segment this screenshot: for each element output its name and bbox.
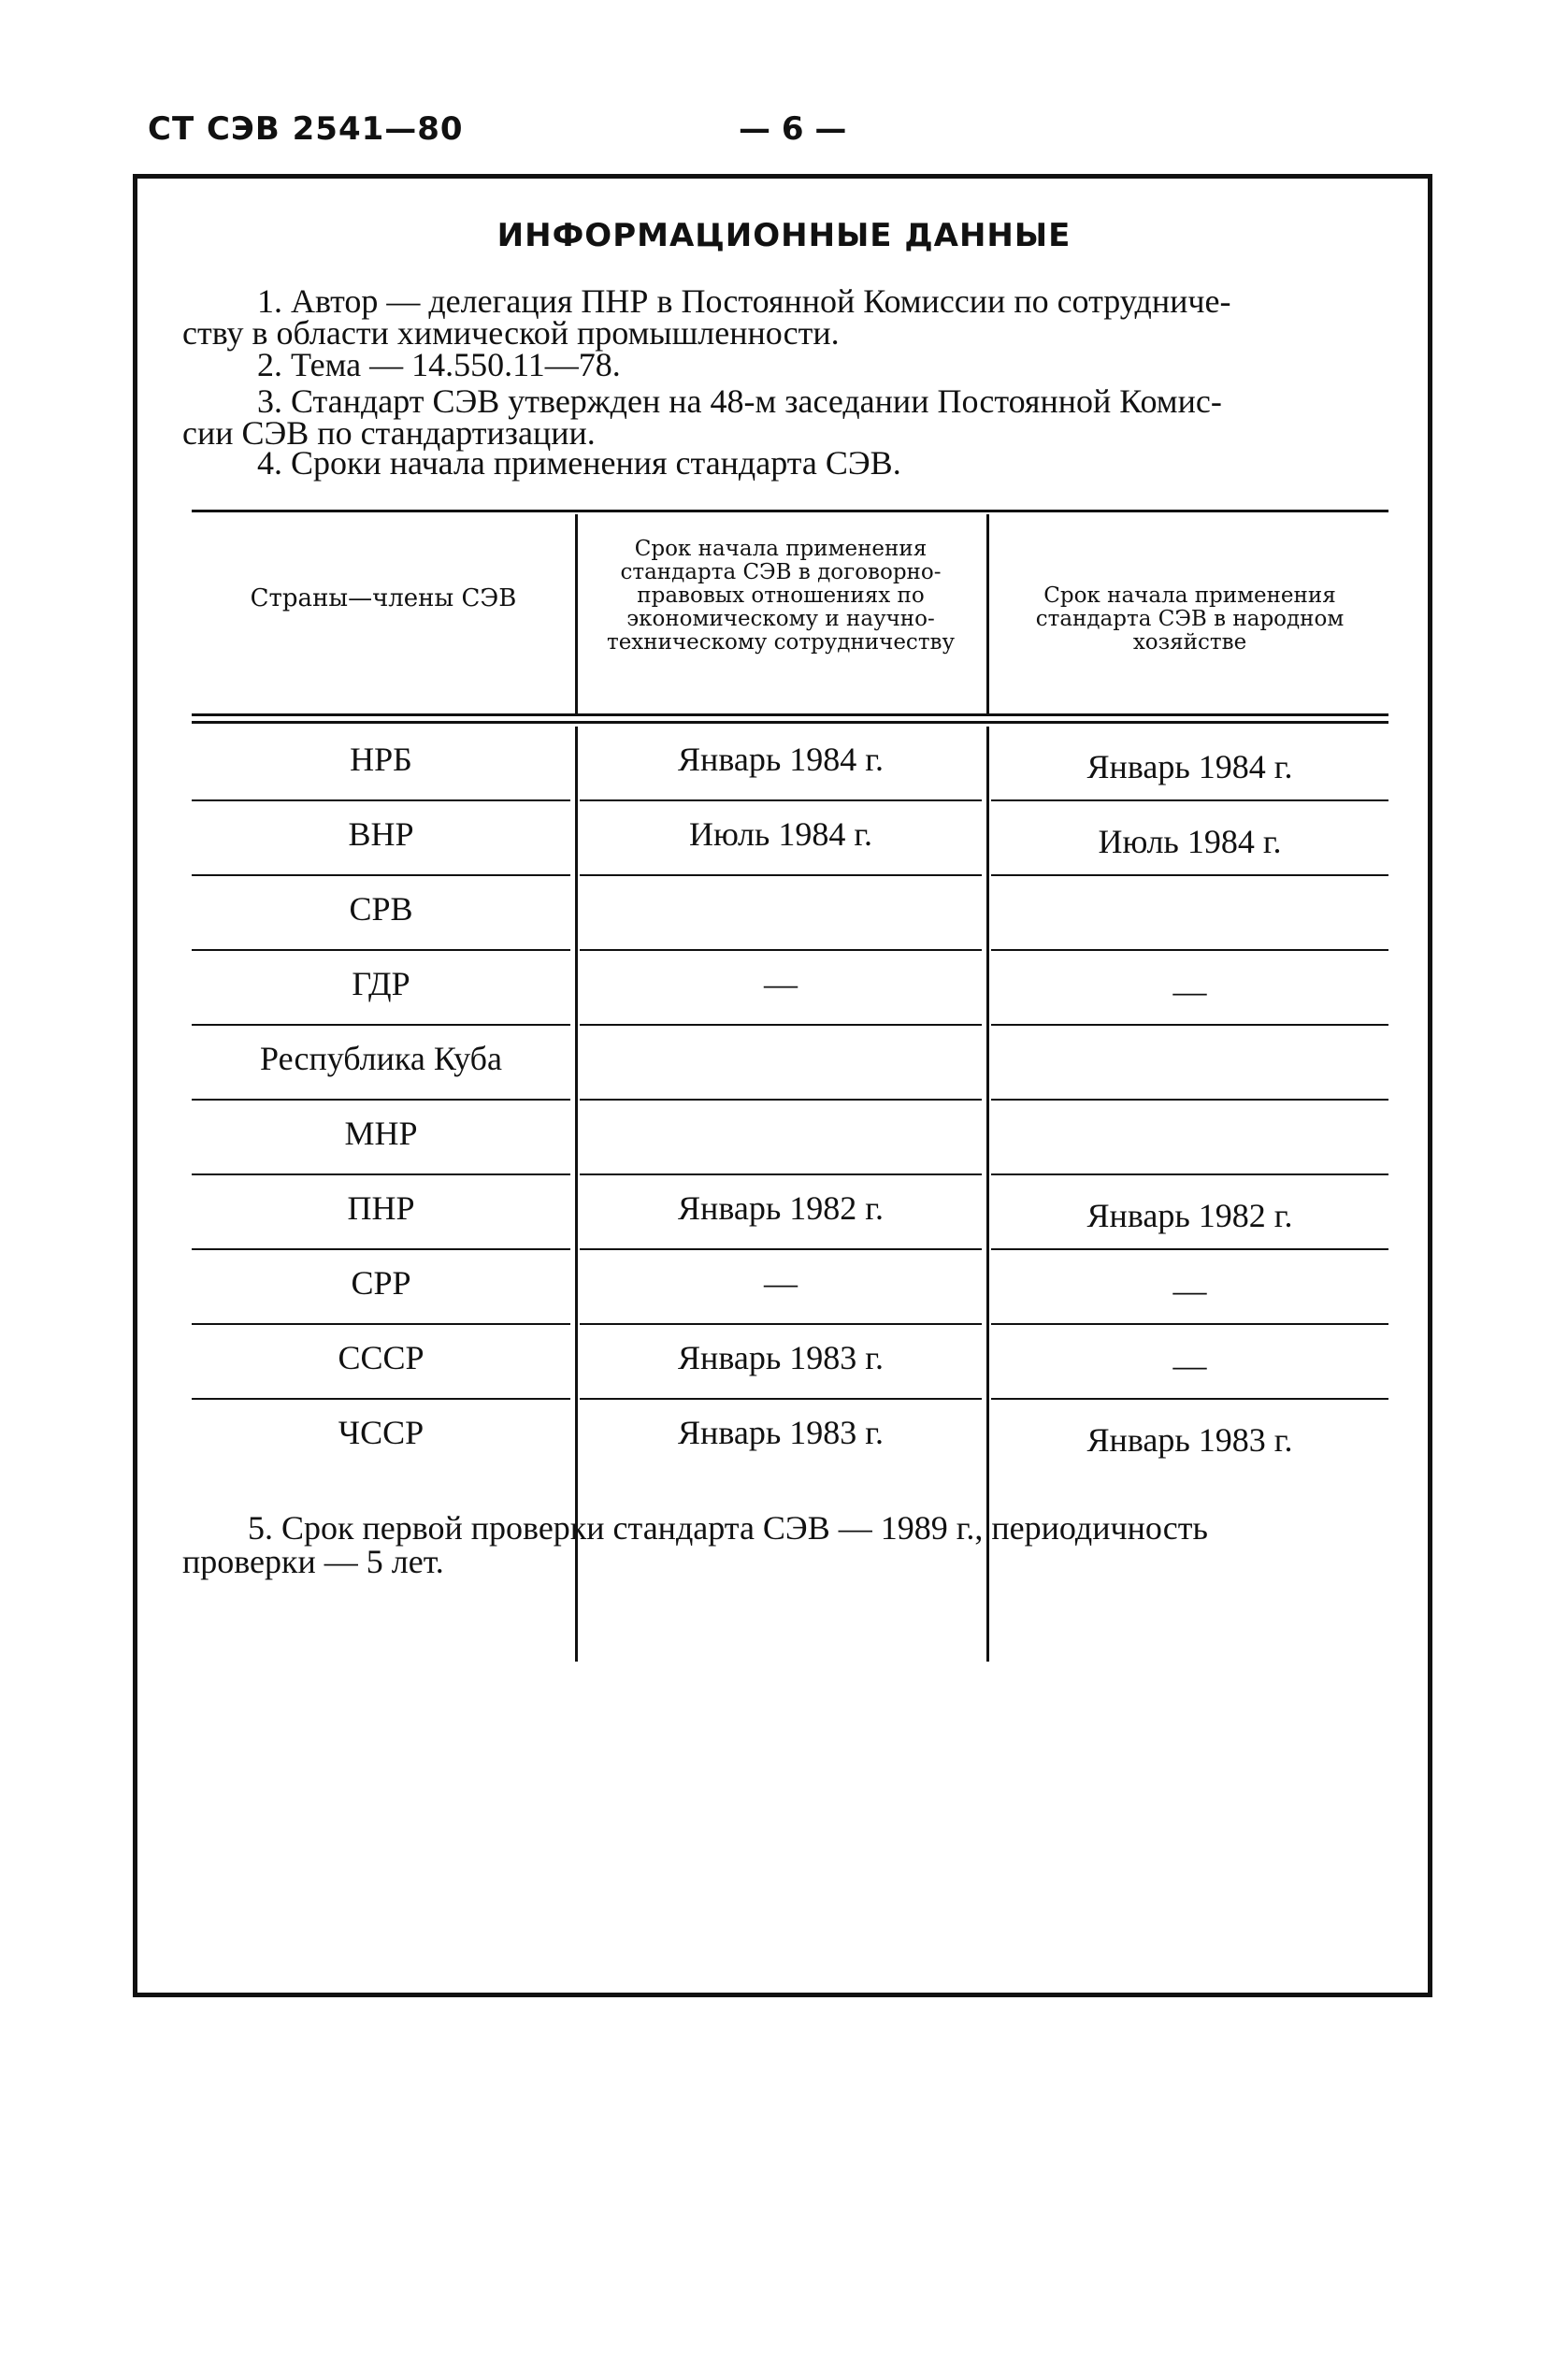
cell-country: ЧССР xyxy=(338,1414,424,1451)
table-row xyxy=(192,1325,1388,1400)
section-title: ИНФОРМАЦИОННЫЕ ДАННЫЕ xyxy=(496,217,1072,254)
cell-economy: — xyxy=(1172,972,1207,1010)
paragraph-line: 1. Автор — делегация ПНР в Постоянной Комиссии по сотрудниче- xyxy=(257,282,1231,320)
cell-country: МНР xyxy=(344,1115,418,1152)
document-code: СТ СЭВ 2541—80 xyxy=(148,110,464,148)
table-row xyxy=(192,1101,1388,1175)
page-number: — 6 — xyxy=(739,110,847,148)
cell-economy: Январь 1983 г. xyxy=(1086,1421,1293,1459)
table-header-rule xyxy=(192,713,1388,716)
cell-economy: Июль 1984 г. xyxy=(1098,823,1282,860)
header-countries: Страны—члены СЭВ xyxy=(250,584,517,612)
paragraph-dates xyxy=(182,444,1398,482)
paragraph-line: 5. Срок первой проверки стандарта СЭВ — 1989 г., периодичность xyxy=(248,1509,1208,1547)
cell-contract: Январь 1983 г. xyxy=(678,1414,884,1451)
paragraph-topic xyxy=(182,346,1398,383)
paragraph-line: 4. Сроки начала применения стандарта СЭВ. xyxy=(257,444,901,482)
paragraph-approval xyxy=(182,382,1398,452)
table-row xyxy=(192,1250,1388,1325)
cell-contract: Июль 1984 г. xyxy=(688,815,873,853)
table-row xyxy=(192,1026,1388,1101)
table-row xyxy=(192,951,1388,1026)
table-divider xyxy=(986,514,989,715)
page-header xyxy=(0,110,1568,166)
cell-contract: Январь 1983 г. xyxy=(678,1339,884,1376)
table-row xyxy=(192,876,1388,951)
cell-country: СРР xyxy=(351,1264,411,1302)
cell-contract: Январь 1982 г. xyxy=(678,1189,884,1227)
paragraph-line: 2. Тема — 14.550.11—78. xyxy=(257,346,621,383)
cell-country: Республика Куба xyxy=(260,1040,502,1077)
table-header-rule xyxy=(192,721,1388,724)
cell-economy: Январь 1984 г. xyxy=(1086,748,1293,785)
cell-country: ВНР xyxy=(348,815,414,853)
paragraph-review xyxy=(182,1511,1398,1578)
cell-country: ПНР xyxy=(347,1189,415,1227)
paragraph-author xyxy=(182,282,1398,352)
header-contract-date: Срок начала применения стандарта СЭВ в договорно-правовых отношениях по экономическому и научно-техническому сотрудничеству xyxy=(606,537,956,655)
cell-country: СРВ xyxy=(349,890,413,928)
cell-economy: — xyxy=(1172,1272,1207,1309)
paragraph-line: проверки — 5 лет. xyxy=(182,1543,444,1580)
table-row xyxy=(192,1175,1388,1250)
paragraph-line: ству в области химической промышленности. xyxy=(182,314,840,352)
cell-country: ГДР xyxy=(352,965,410,1002)
header-economy-date: Срок начала применения стандарта СЭВ в народном хозяйстве xyxy=(1035,583,1345,655)
cell-economy: — xyxy=(1172,1346,1207,1384)
table-top-rule xyxy=(192,510,1388,512)
cell-country: НРБ xyxy=(350,741,412,778)
cell-contract: — xyxy=(764,1264,798,1302)
cell-country: СССР xyxy=(338,1339,424,1376)
paragraph-line: 3. Стандарт СЭВ утвержден на 48-м заседании Постоянной Комис- xyxy=(257,382,1222,420)
paragraph-line: сии СЭВ по стандартизации. xyxy=(182,414,596,452)
table-row xyxy=(192,801,1388,876)
table-row xyxy=(192,727,1388,801)
table-divider xyxy=(575,514,578,715)
cell-contract: Январь 1984 г. xyxy=(678,741,884,778)
table-row xyxy=(192,1400,1388,1475)
cell-economy: Январь 1982 г. xyxy=(1086,1197,1293,1234)
cell-contract: — xyxy=(764,965,798,1002)
